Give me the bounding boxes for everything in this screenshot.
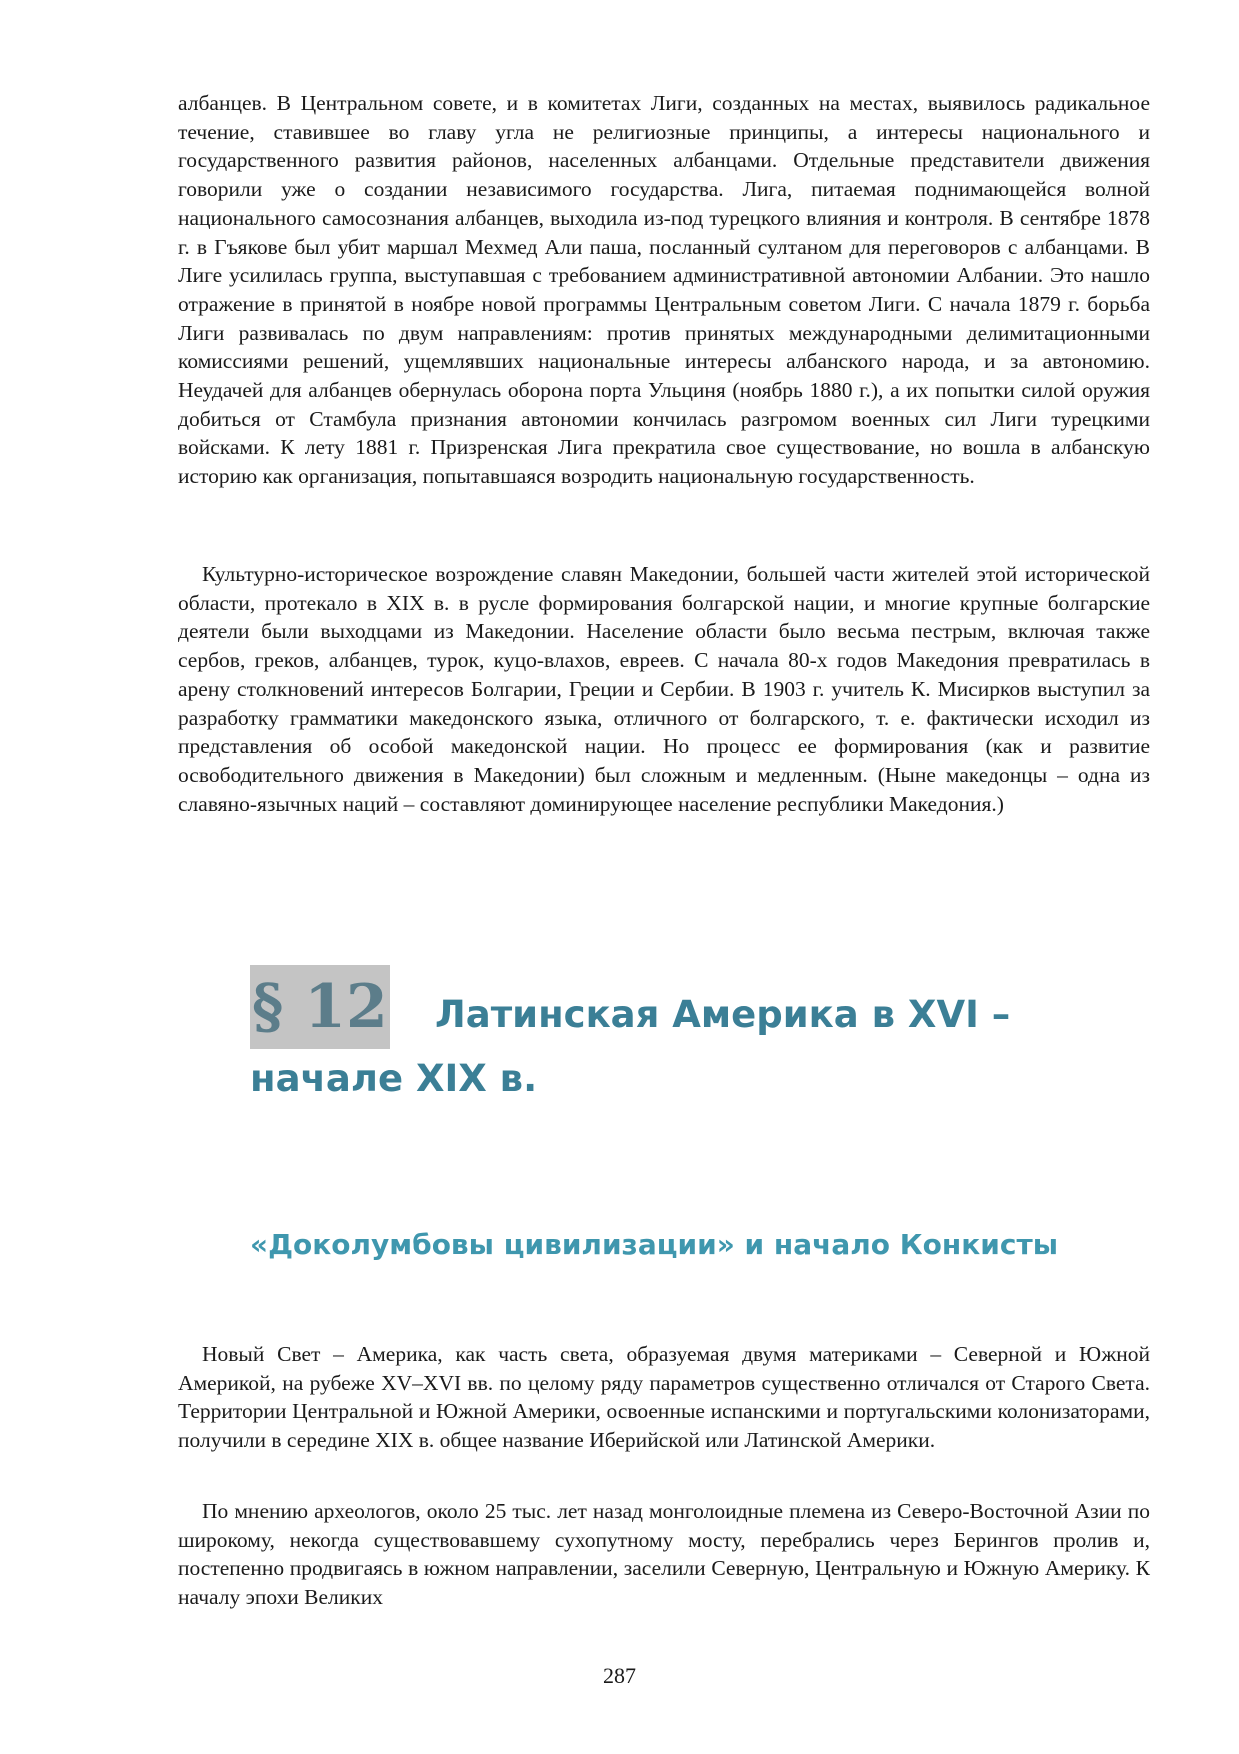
- section-number-box: [250, 965, 390, 1049]
- page-number: 287: [603, 1663, 636, 1688]
- paragraph-albania-league: албанцев. В Центральном совете, и в комитетах Лиги, созданных на местах, выявилось радикальное течение, ставившее во главу угла не религиозные принципы, а интересы национального и государственного развития районов, населенных албанцами. Отдельные представители движения говорили уже о создании независимого государства. Лига, питаемая поднимающейся волной национального самосознания албанцев, выходила из-под турецкого влияния и контроля. В сентябре 1878 г. в Гъякове был убит маршал Мехмед Али паша, посланный султаном для переговоров с албанцами. В Лиге усилилась группа, выступавшая с требованием административной автономии Албании. Это нашло отражение в принятой в ноябре новой программы Центральным советом Лиги. С начала 1879 г. борьба Лиги развивалась по двум направлениям: против принятых международными делимитационными комиссиями решений, ущемлявших национальные интересы албанского народа, и за автономию. Неудачей для албанцев обернулась оборона порта Ульциня (ноябрь 1880 г.), а их попытки силой оружия добиться от Стамбула признания автономии кончилась разгромом военных сил Лиги турецкими войсками. К лету 1881 г. Призренская Лига прекратила свое существование, но вошла в албанскую историю как организация, попытавшаяся возродить национальную государственность.: [178, 91, 1150, 489]
- paragraph-macedonia: Культурно-историческое возрождение славян Македонии, большей части жителей этой исторической области, протекало в XIX в. в русле формирования болгарской нации, и многие крупные болгарские деятели были выходцами из Македонии. Население области было весьма пестрым, включая также сербов, греков, албанцев, турок, куцо-влахов, евреев. С начала 80-х годов Македония превратилась в арену столкновений интересов Болгарии, Греции и Сербии. В 1903 г. учитель К. Мисирков выступил за разработку грамматики македонского языка, отличного от болгарского, т. е. фактически исходил из представления об особой македонской нации. Но процесс ее формирования (как и развитие освободительного движения в Македонии) был сложным и медленным. (Ныне македонцы – одна из славяно-язычных наций – составляют доминирующее население республики Македония.): [178, 562, 1150, 816]
- section-number: § 12: [250, 965, 390, 1049]
- paragraph-new-world: Новый Свет – Америка, как часть света, образуемая двумя материками – Северной и Южной Америкой, на рубеже XV–XVI вв. по целому ряду параметров существенно отличался от Старого Света. Территории Центральной и Южной Америки, освоенные испанскими и португальскими колонизаторами, получили в середине XIX в. общее название Иберийской или Латинской Америки.: [178, 1342, 1150, 1453]
- paragraph-archaeologists: По мнению археологов, около 25 тыс. лет назад монголоидные племена из Северо-Восточной Азии по широкому, некогда существовавшему сухопутному мосту, перебрались через Берингов пролив и, постепенно продвигаясь в южном направлении, заселили Северную, Центральную и Южную Америку. К началу эпохи Великих: [178, 1499, 1150, 1610]
- subheading: «Доколумбовы цивилизации» и начало Конкисты: [250, 1228, 1059, 1261]
- section-title-text: Латинская Америка в XVI – начале XIX в.: [250, 993, 1011, 1100]
- section-title: [250, 965, 1150, 1111]
